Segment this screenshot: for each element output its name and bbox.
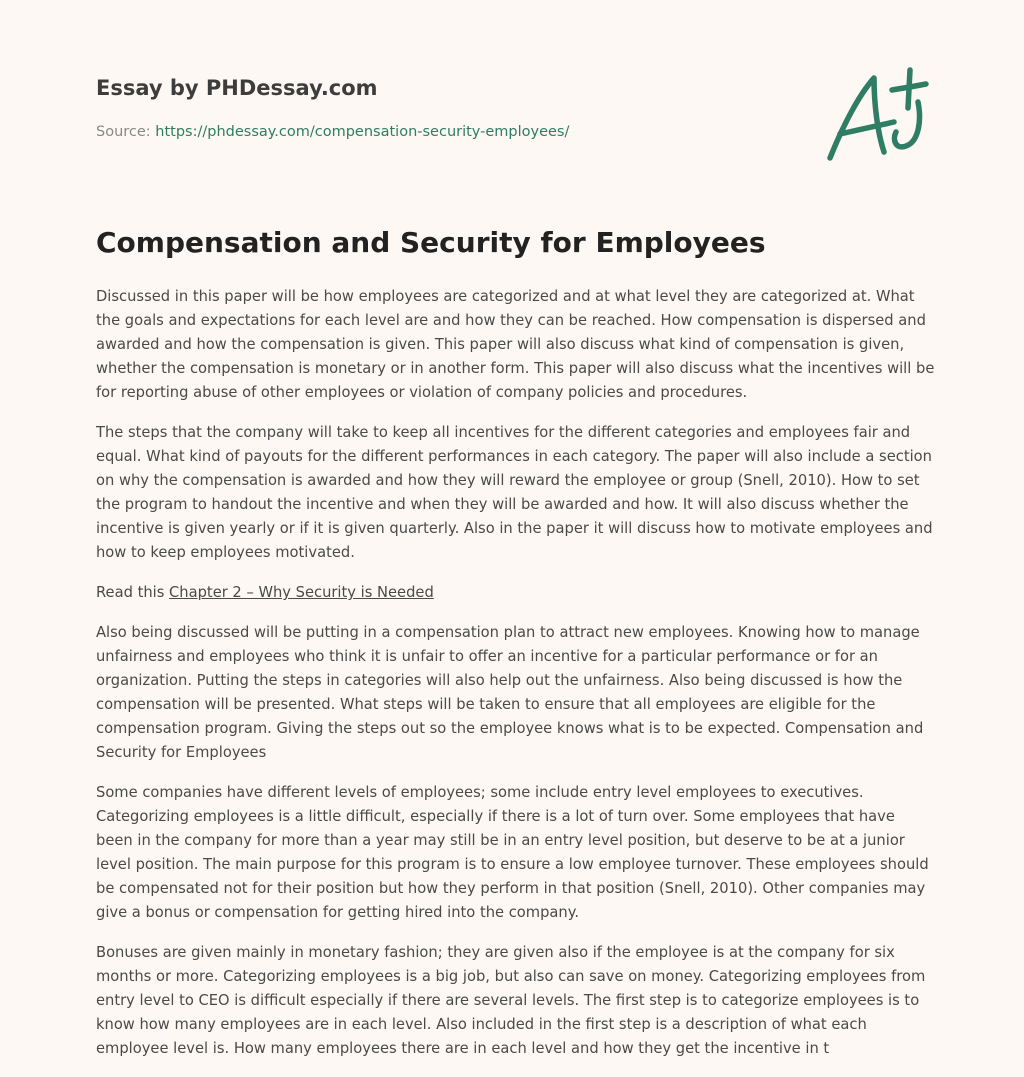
article-body <box>96 285 936 1077</box>
paragraph: Some companies have different levels of employees; some include entry level employees to executives. Categorizing employees is a little difficult, especially if there is a lot of turn over. Some employees that have been in the company for more than a year may still be in an entry level position, but deserve to be at a junior level position. The main purpose for this program is to ensure a low employee turnover. These employees should be compensated not for their position but how they perform in that position (Snell, 2010). Other companies may give a bonus or compensation for getting hired into the company. <box>96 784 929 921</box>
paragraph: Discussed in this paper will be how employees are categorized and at what level they are categorized at. What the goals and expectations for each level are and how they can be reached. How compensation is dispersed and awarded and how the compensation is given. This paper will also discuss what kind of compensation is given, whether the compensation is monetary or in another form. This paper will also discuss what the incentives will be for reporting abuse of other employees or violation of company policies and procedures. <box>96 288 935 401</box>
source-link[interactable]: https://phdessay.com/compensation-security-employees/ <box>155 124 570 140</box>
related-essay-link[interactable]: Chapter 2 – Why Security is Needed <box>169 584 434 601</box>
read-this-line <box>96 581 936 605</box>
source-line <box>96 124 569 140</box>
read-prefix: Read this <box>96 584 165 601</box>
a-plus-logo-icon <box>818 66 930 166</box>
paragraph: Also being discussed will be putting in a compensation plan to attract new employees. Knowing how to manage unfairness and employees who think it is unfair to offer an incentive for a particular performance or for an organization. Putting the steps in categories will also help out the unfairness. Also being discussed is how the compensation will be presented. What steps will be taken to ensure that all employees are eligible for the compensation program. Giving the steps out so the employee knows what is to be expected. Compensation and Security for Employees <box>96 624 924 761</box>
paragraph: Bonuses are given mainly in monetary fashion; they are given also if the employee is at the company for six months or more. Categorizing employees is a big job, but also can save on money. Categorizing employees from entry level to CEO is difficult especially if there are several levels. The first step is to categorize employees is to know how many employees are in each level. Also included in the first step is a description of what each employee level is. How many employees there are in each level and how they get the incentive in t <box>96 944 926 1057</box>
paragraph: The steps that the company will take to keep all incentives for the different categories and employees fair and equal. What kind of payouts for the different performances in each category. The paper will also include a section on why the compensation is awarded and how they will reward the employee or group (Snell, 2010). How to set the program to handout the incentive and when they will be awarded and how. It will also discuss whether the incentive is given yearly or if it is given quarterly. Also in the paper it will discuss how to motivate employees and how to keep employees motivated. <box>96 424 933 561</box>
site-brand: Essay by PHDessay.com <box>96 76 378 100</box>
source-label: Source: <box>96 124 151 140</box>
article-title: Compensation and Security for Employees <box>96 226 766 259</box>
